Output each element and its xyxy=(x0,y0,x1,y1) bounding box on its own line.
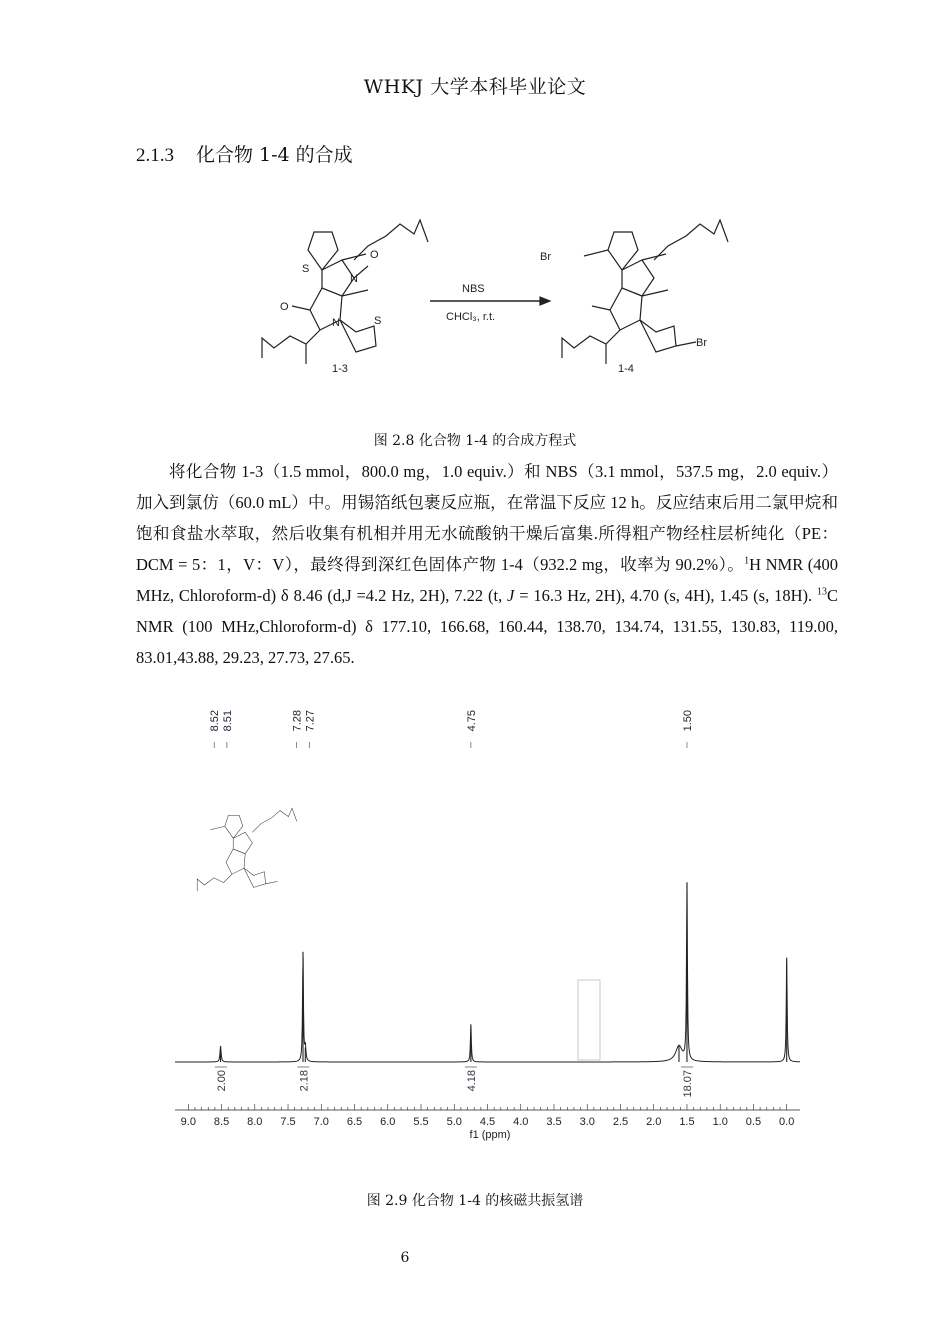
x-tick-label: 5.0 xyxy=(446,1116,462,1128)
atom-label: S xyxy=(302,263,310,275)
x-tick-label: 7.0 xyxy=(313,1116,329,1128)
superscript: 1 xyxy=(744,555,750,567)
figure-caption-2-9: 图 2.9 化合物 1-4 的核磁共振氢谱 xyxy=(366,1193,584,1209)
integral-label: 18.07 xyxy=(681,1070,694,1098)
spectrum-line xyxy=(175,884,800,1062)
body-text-part: 将化合物 1-3（1.5 mmol，800.0 mg，1.0 equiv.）和 NBS（3.1 mmol，537.5 mg，2.0 equiv.）加入到氯仿（60.0 mL）中。用锡箔纸包裹反应瓶，在常温下反应 12 h。反应结束后用二氯甲烷和饱和食盐水萃取，然后收集有机相并用无水硫酸钠干燥后富集.所得粗产物经柱层析纯化（PE：DCM = 5：1，V：V），最终得到深红色固体产物 1-4（932.2 mg，收率为 90.2%）。 xyxy=(136,462,838,574)
atom-label: O xyxy=(370,249,379,261)
running-header: WHKJ 大学本科毕业论文 xyxy=(363,76,587,98)
x-tick-label: 2.5 xyxy=(612,1116,629,1128)
peak-label: 4.75 xyxy=(465,710,478,732)
integral-label: 2.00 xyxy=(215,1070,228,1092)
atom-label: S xyxy=(374,315,382,327)
page-number: 6 xyxy=(400,1250,410,1266)
x-tick-label: 1.5 xyxy=(679,1116,695,1128)
superscript: 13 xyxy=(816,586,827,598)
section-heading xyxy=(136,140,353,167)
peak-label: 7.28 xyxy=(291,710,304,732)
reaction-scheme xyxy=(250,198,730,388)
peak-label: 1.50 xyxy=(681,710,694,732)
inset-structure xyxy=(197,808,297,891)
x-tick-label: 3.5 xyxy=(546,1116,562,1128)
atom-label: Br xyxy=(696,337,707,349)
atom-label: N xyxy=(332,317,340,329)
nmr-spectrum xyxy=(160,700,820,1150)
x-tick-label: 8.5 xyxy=(213,1116,230,1128)
body-text-part: C NMR (100 MHz,Chloroform-d) δ 177.10, 166.68, 160.44, 138.70, 134.74, 131.55, 130.83, 119.00, 83.01,43.88, 29.23, 27.73, 27.65. xyxy=(136,586,838,667)
integral-label: 4.18 xyxy=(465,1070,478,1092)
x-tick-label: 7.5 xyxy=(280,1116,296,1128)
figure-caption-2-8: 图 2.8 化合物 1-4 的合成方程式 xyxy=(373,433,577,449)
x-tick-label: 9.0 xyxy=(180,1116,196,1128)
italic-j: J xyxy=(507,586,515,605)
atom-label: Br xyxy=(540,251,551,263)
body-text-part: H NMR (400 MHz, Chloroform-d) δ 8.46 (d,J =4.2 Hz, 2H), 7.22 (t, xyxy=(136,555,838,605)
x-tick-label: 8.0 xyxy=(247,1116,263,1128)
conditions-label: CHCl₃, r.t. xyxy=(446,311,496,323)
atom-label: O xyxy=(280,301,289,313)
x-tick-label: 4.0 xyxy=(513,1116,529,1128)
body-paragraph xyxy=(136,456,838,673)
x-tick-label: 0.0 xyxy=(779,1116,795,1128)
section-title: 化合物 1-4 的合成 xyxy=(196,144,353,166)
x-tick-label: 5.5 xyxy=(413,1116,429,1128)
body-text-part: = 16.3 Hz, 2H), 4.70 (s, 4H), 1.45 (s, 18H). xyxy=(514,586,817,605)
x-tick-label: 4.5 xyxy=(479,1116,496,1128)
reagent-label: NBS xyxy=(462,283,485,295)
x-tick-label: 0.5 xyxy=(745,1116,762,1128)
product-label: 1-4 xyxy=(618,363,634,375)
x-tick-label: 1.0 xyxy=(712,1116,728,1128)
x-tick-label: 3.0 xyxy=(579,1116,595,1128)
section-number: 2.1.3 xyxy=(136,145,174,166)
x-tick-label: 6.0 xyxy=(380,1116,396,1128)
integral-box xyxy=(578,980,600,1060)
reactant-structure xyxy=(262,220,428,364)
integral-label: 2.18 xyxy=(298,1070,311,1092)
x-tick-label: 2.0 xyxy=(646,1116,662,1128)
peak-label: 7.27 xyxy=(304,710,317,732)
reactant-label: 1-3 xyxy=(332,363,348,375)
peak-label: 8.51 xyxy=(221,710,234,732)
x-tick-label: 6.5 xyxy=(346,1116,363,1128)
x-axis-label: f1 (ppm) xyxy=(469,1129,511,1141)
peak-label: 8.52 xyxy=(209,710,222,732)
atom-label: N xyxy=(350,273,358,285)
